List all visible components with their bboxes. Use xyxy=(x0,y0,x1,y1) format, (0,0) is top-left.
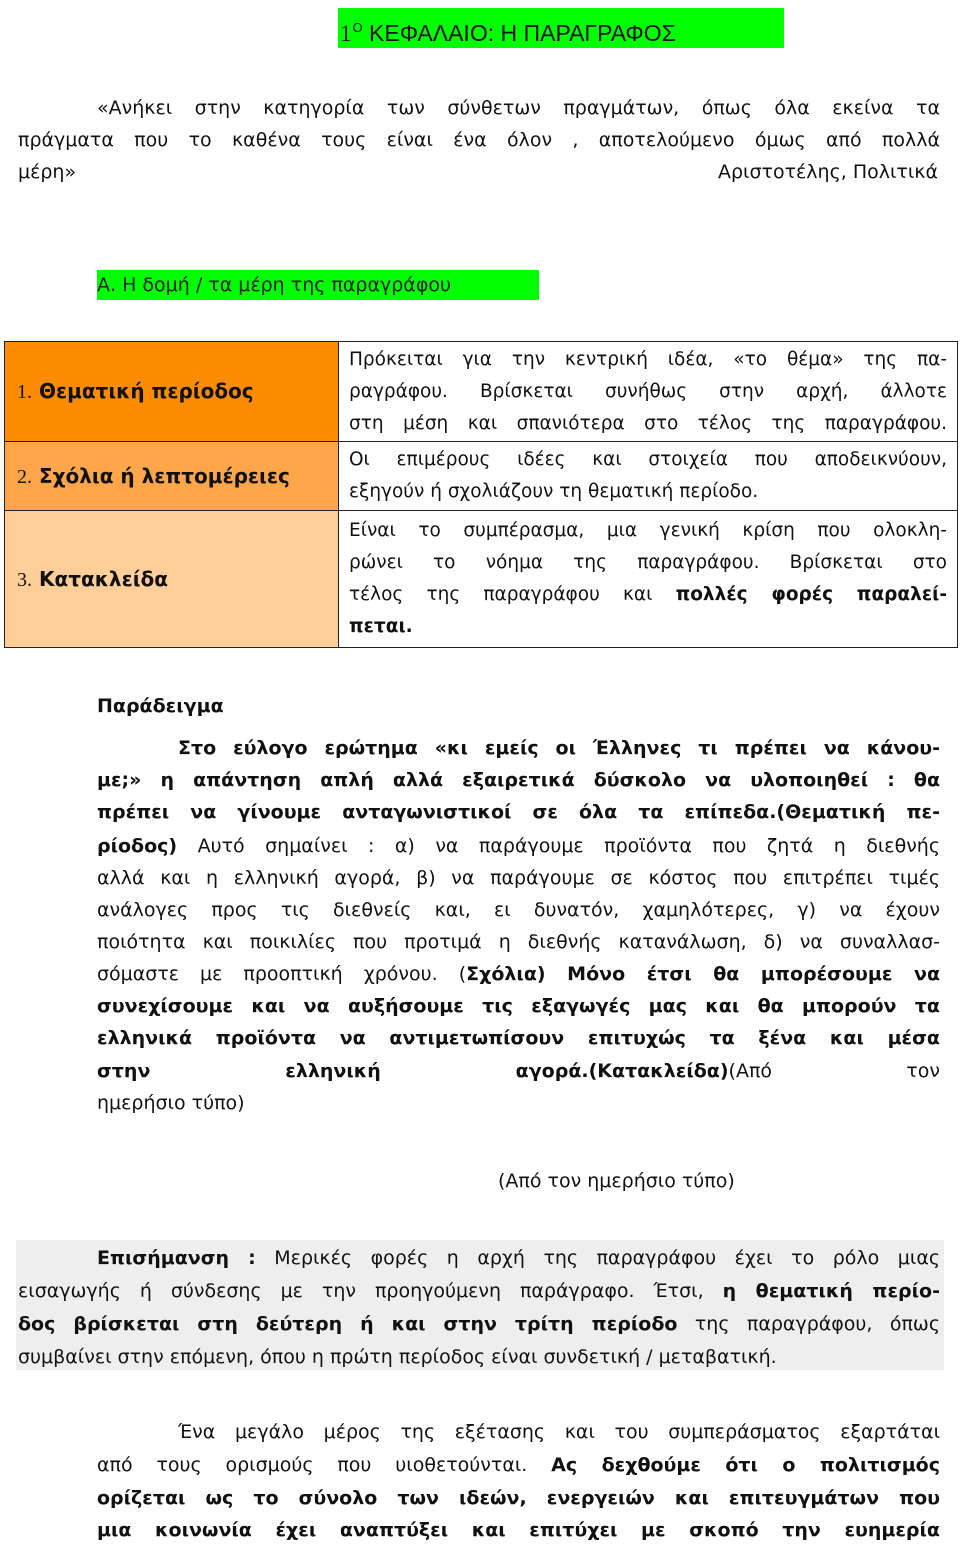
example-bold-text: Σχόλια) Μόνο έτσι θα μπορέσουμε να xyxy=(466,963,941,985)
chapter-number: 1 xyxy=(340,21,352,46)
table-row xyxy=(5,442,958,511)
chapter-title xyxy=(338,8,784,48)
final-line-2 xyxy=(97,1449,940,1481)
desc-line: Οι επιμέρους ιδέες και στοιχεία που αποδεικνύουν, xyxy=(349,449,947,470)
example-line-8 xyxy=(97,958,940,990)
desc-line: εξηγούν ή σχολιάζουν τη θεματική περίοδο. xyxy=(349,481,759,502)
note-text: της παραγράφου, όπως xyxy=(677,1313,940,1335)
desc-line: ρώνει το νόημα της παραγράφου. Βρίσκεται στο xyxy=(349,552,947,573)
structure-number: 1. xyxy=(17,381,32,403)
table-row xyxy=(5,511,958,648)
example-line-12: ημερήσιο τύπο) xyxy=(97,1092,245,1114)
note-line-3 xyxy=(18,1308,940,1340)
structure-desc-3 xyxy=(339,511,958,648)
final-text: από τους ορισμούς που υιοθετούνται. xyxy=(97,1454,552,1476)
desc-line: Πρόκειται για την κεντρική ιδέα, «το θέμα» της πα- xyxy=(349,348,947,370)
desc-line: Είναι το συμπέρασμα, μια γενική κρίση που ολοκλη- xyxy=(349,520,947,541)
desc-text: τέλος της παραγράφου και xyxy=(349,584,676,605)
final-line-1: Ένα μεγάλο μέρος της εξέτασης και του συμπεράσματος εξαρτάται xyxy=(178,1421,940,1443)
structure-label-3 xyxy=(5,511,339,648)
section-a-heading: Α. Η δομή / τα μέρη της παραγράφου xyxy=(97,270,539,300)
example-bold-text: στην ελληνική αγορά.(Κατακλείδα) xyxy=(97,1060,729,1082)
desc-line: πεται. xyxy=(349,616,413,637)
source-line: (Από τον ημερήσιο τύπο) xyxy=(498,1170,735,1192)
quote-author: Αριστοτέλης, Πολιτικά xyxy=(718,161,938,183)
example-text: Αυτό σημαίνει : α) να παράγουμε προϊόντα που ζητά η διεθνής xyxy=(177,835,940,857)
example-text: σόμαστε με προοπτική χρόνου. ( xyxy=(97,963,467,985)
structure-label-2 xyxy=(5,442,339,511)
final-line-3: ορίζεται ως το σύνολο των ιδεών, ενεργειών και επιτευγμάτων που xyxy=(97,1487,940,1509)
structure-desc-1 xyxy=(339,342,958,442)
chapter-title-text: ΚΕΦΑΛΑΙΟ: Η ΠΑΡΑΓΡΑΦΟΣ xyxy=(369,20,676,46)
quote-line-3: μέρη» xyxy=(18,161,77,183)
note-label: Επισήμανση : xyxy=(97,1247,256,1269)
example-line-9: συνεχίσουμε και να αυξήσουμε τις εξαγωγές μας και θα μπορούν τα xyxy=(97,995,940,1017)
structure-desc-2 xyxy=(339,442,958,511)
example-heading: Παράδειγμα xyxy=(97,695,224,717)
quote-line-2: πράγματα που το καθένα τους είναι ένα όλον , αποτελούμενο όμως από πολλά xyxy=(18,129,940,151)
example-line-5: αλλά και η ελληνική αγορά, β) να παράγουμε σε κόστος που επιτρέπει τιμές xyxy=(97,867,940,889)
example-line-11 xyxy=(97,1055,940,1087)
structure-number: 3. xyxy=(17,568,32,591)
note-text: Μερικές φορές η αρχή της παραγράφου έχει το ρόλο μιας xyxy=(255,1247,941,1269)
paragraph-structure-table xyxy=(4,341,958,648)
example-source-text: (Από τον xyxy=(728,1060,940,1082)
example-line-6: ανάλογες προς τις διεθνείς και, ει δυνατόν, χαμηλότερες, γ) να έχουν xyxy=(97,899,940,921)
desc-bold-text: πολλές φορές παραλεί- xyxy=(675,584,947,605)
example-line-10: ελληνικά προϊόντα να αντιμετωπίσουν επιτυχώς τα ξένα και μέσα xyxy=(97,1027,940,1049)
example-bold-text: ρίοδος) xyxy=(97,835,178,857)
desc-line: ραγράφου. Βρίσκεται συνήθως στην αρχή, άλλοτε xyxy=(349,380,947,402)
structure-label: Θεματική περίοδος xyxy=(38,379,254,403)
final-line-4: μια κοινωνία έχει αναπτύξει και επιτύχει με σκοπό την ευημερία xyxy=(97,1519,940,1541)
table-row xyxy=(5,342,958,442)
note-line-2 xyxy=(18,1275,940,1307)
example-line-3: πρέπει να γίνουμε ανταγωνιστικοί σε όλα τα επίπεδα.(Θεματική πε- xyxy=(97,801,940,823)
final-bold-text: Ας δεχθούμε ότι ο πολιτισμός xyxy=(551,1454,940,1476)
example-line-2: με;» η απάντηση απλή αλλά εξαιρετικά δύσκολο να υλοποιηθεί : θα xyxy=(97,769,940,791)
structure-label: Σχόλια ή λεπτομέρειες xyxy=(38,463,290,488)
chapter-number-sup: Ο xyxy=(352,20,363,35)
desc-line xyxy=(349,579,947,611)
quote-line-1: «Ανήκει στην κατηγορία των σύνθετων πραγμάτων, όπως όλα εκείνα τα xyxy=(97,97,940,119)
desc-line: στη μέση και σπανιότερα στο τέλος της παραγράφου. xyxy=(349,412,947,434)
note-bold-text: δος βρίσκεται στη δεύτερη ή και στην τρίτη περίοδο xyxy=(18,1313,678,1335)
example-line-4 xyxy=(97,830,940,862)
note-text: εισαγωγής ή σύνδεσης με την προηγούμενη παράγραφο. Έτσι, xyxy=(18,1280,723,1302)
note-line-4: συμβαίνει στην επόμενη, όπου η πρώτη περίοδος είναι συνδετική / μεταβατική. xyxy=(18,1346,777,1368)
structure-label: Κατακλείδα xyxy=(38,566,168,591)
example-line-7: ποιότητα και ποικιλίες που προτιμά η διεθνής κατανάλωση, δ) να συναλλασ- xyxy=(97,931,940,953)
note-line-1 xyxy=(97,1242,940,1274)
example-line-1: Στο εύλογο ερώτημα «κι εμείς οι Έλληνες τι πρέπει να κάνου- xyxy=(178,737,940,759)
structure-label-1 xyxy=(5,342,339,442)
note-bold-text: η θεματική περίο- xyxy=(722,1280,940,1302)
structure-number: 2. xyxy=(17,465,32,488)
